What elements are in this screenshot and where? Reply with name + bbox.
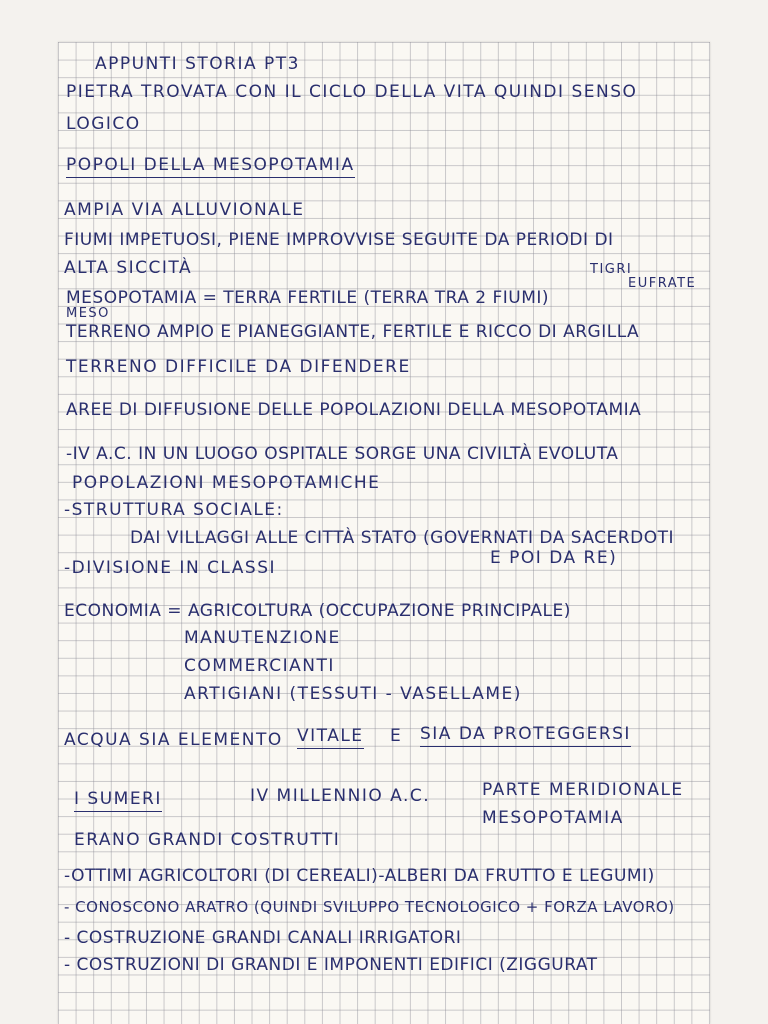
section-heading-mesopotamia: POPOLI DELLA MESOPOTAMIA <box>66 155 355 178</box>
notes-line: ACQUA SIA ELEMENTO <box>64 730 283 750</box>
notes-line: DAI VILLAGGI ALLE CITTÀ STATO (GOVERNATI DA SACERDOTI <box>130 528 674 548</box>
section-heading-sumeri: I SUMERI <box>74 789 162 812</box>
notes-line: -OTTIMI AGRICOLTORI (DI CEREALI)-ALBERI DA FRUTTO E LEGUMI) <box>64 866 655 886</box>
notes-line: ECONOMIA = AGRICOLTURA (OCCUPAZIONE PRINCIPALE) <box>64 601 571 621</box>
notes-line: MESOPOTAMIA = TERRA FERTILE (TERRA TRA 2 FIUMI) <box>66 288 550 308</box>
notes-line: -STRUTTURA SOCIALE: <box>64 500 284 520</box>
notes-line: PIETRA TROVATA CON IL CICLO DELLA VITA QUINDI SENSO <box>66 82 638 102</box>
notes-line: E <box>390 726 403 746</box>
notes-line: -DIVISIONE IN CLASSI <box>64 558 277 578</box>
notes-line: FIUMI IMPETUOSI, PIENE IMPROVVISE SEGUITE DA PERIODI DI <box>64 230 614 250</box>
notes-line: PARTE MERIDIONALE <box>482 780 684 800</box>
notes-annotation: MESO <box>66 306 110 321</box>
notes-line: ALTA SICCITÀ <box>64 258 193 278</box>
annotation-eufrate: EUFRATE <box>628 276 697 291</box>
notes-line: -IV A.C. IN UN LUOGO OSPITALE SORGE UNA CIVILTÀ EVOLUTA <box>66 444 619 464</box>
notes-line: IV MILLENNIO A.C. <box>250 786 431 806</box>
notes-line: MANUTENZIONE <box>184 628 341 648</box>
notes-line: - COSTRUZIONE GRANDI CANALI IRRIGATORI <box>64 928 462 948</box>
annotation-tigri: TIGRI <box>590 262 633 277</box>
notes-line: POPOLAZIONI MESOPOTAMICHE <box>72 473 381 493</box>
notes-line: ERANO GRANDI COSTRUTTI <box>74 830 341 850</box>
notes-line: - CONOSCONO ARATRO (QUINDI SVILUPPO TECNOLOGICO + FORZA LAVORO) <box>64 898 675 916</box>
notes-line: MESOPOTAMIA <box>482 808 624 828</box>
notes-line: COMMERCIANTI <box>184 656 335 676</box>
notes-title: APPUNTI STORIA PT3 <box>95 54 300 74</box>
notes-line: - COSTRUZIONI DI GRANDI E IMPONENTI EDIFICI (ZIGGURAT <box>64 955 598 975</box>
notes-underlined-phrase: SIA DA PROTEGGERSI <box>420 724 631 747</box>
notes-line: TERRENO AMPIO E PIANEGGIANTE, FERTILE E RICCO DI ARGILLA <box>66 322 640 342</box>
notes-underlined-word: VITALE <box>297 726 364 749</box>
notes-line: TERRENO DIFFICILE DA DIFENDERE <box>66 357 411 377</box>
notes-line: E POI DA RE) <box>490 548 618 568</box>
notes-line: ARTIGIANI (TESSUTI - VASELLAME) <box>184 684 522 704</box>
notes-line: LOGICO <box>66 114 141 134</box>
notes-line: AMPIA VIA ALLUVIONALE <box>64 200 305 220</box>
notes-line: AREE DI DIFFUSIONE DELLE POPOLAZIONI DELLA MESOPOTAMIA <box>66 400 642 420</box>
